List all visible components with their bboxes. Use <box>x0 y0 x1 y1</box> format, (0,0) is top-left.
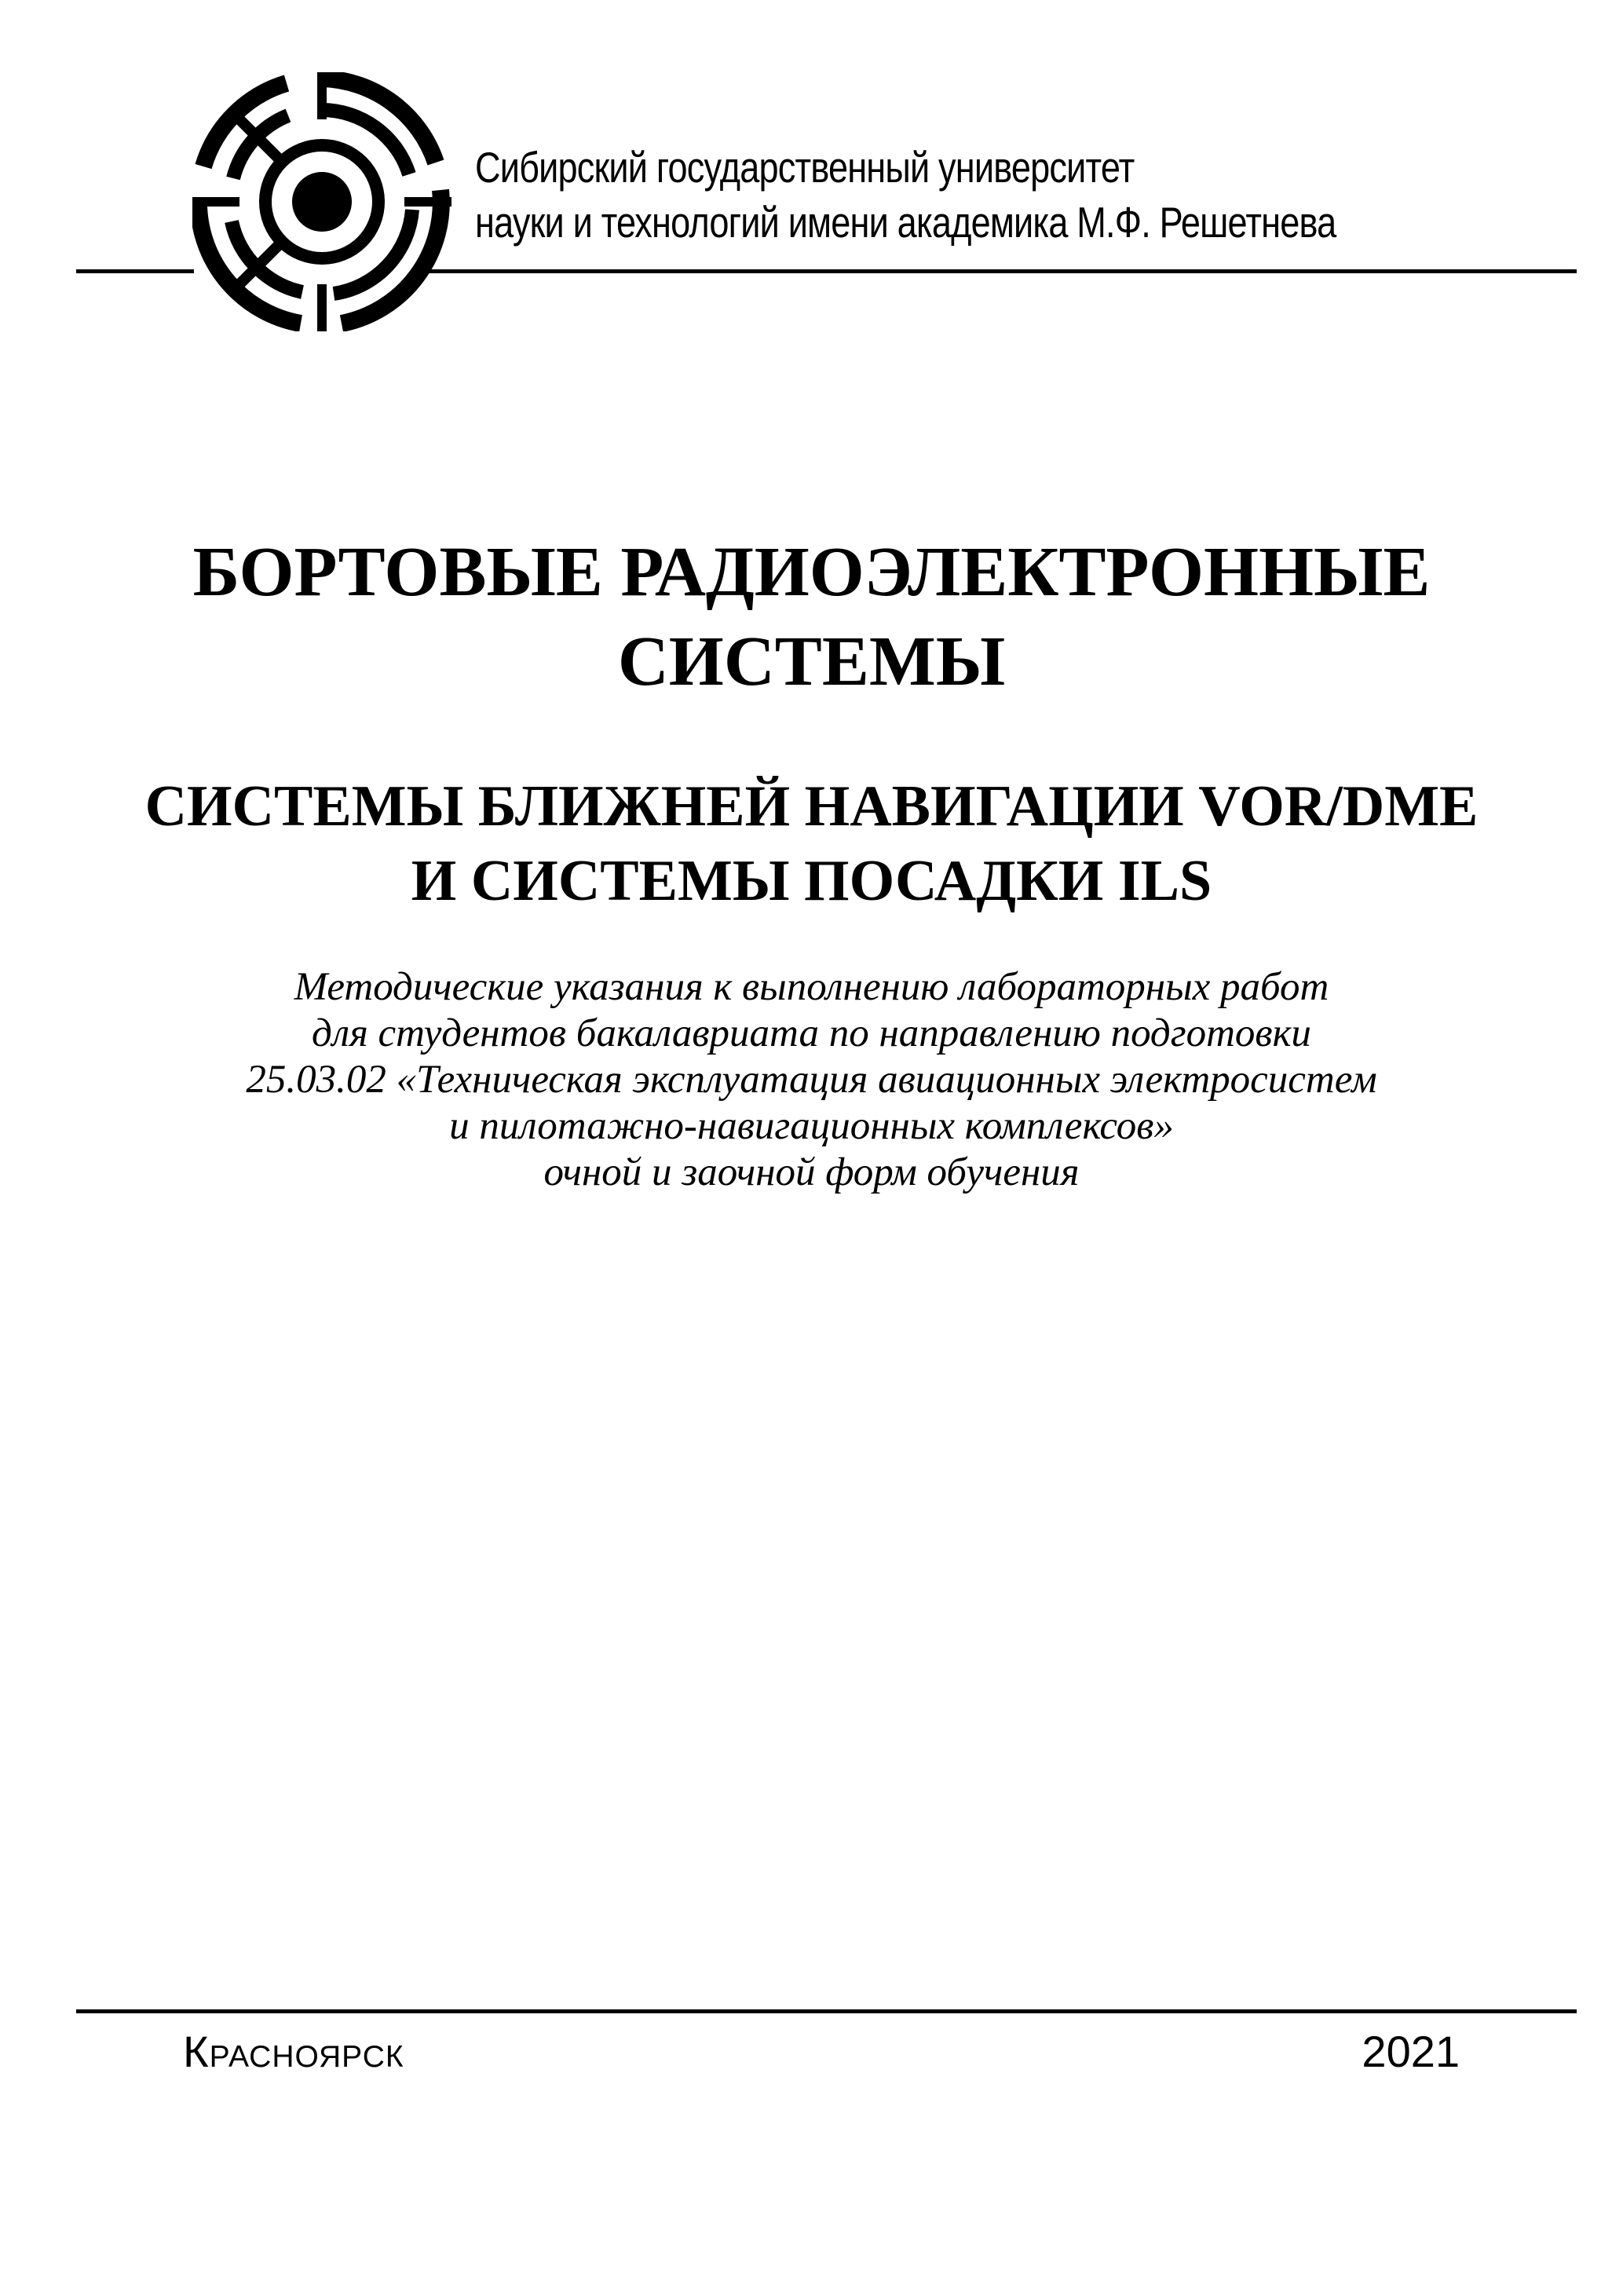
header-rule-left <box>76 269 194 273</box>
university-line-2: науки и технологий имени академика М.Ф. Решетнева <box>475 198 1336 247</box>
header-rule-right <box>422 269 1577 273</box>
subtitle <box>0 770 1623 919</box>
university-name <box>475 140 1376 250</box>
publication-year: 2021 <box>1362 2027 1460 2076</box>
subtitle-line-1: СИСТЕМЫ БЛИЖНЕЙ НАВИГАЦИИ VOR/DME <box>144 774 1479 839</box>
description-line-5: очной и заочной форм обучения <box>543 1150 1080 1194</box>
footer-rule <box>76 2009 1577 2013</box>
description-line-3: 25.03.02 «Техническая эксплуатация авиационных электросистем <box>246 1058 1377 1102</box>
main-title-line-1: БОРТОВЫЕ РАДИОЭЛЕКТРОННЫЕ <box>192 533 1431 611</box>
description <box>0 964 1623 1196</box>
publication-city: Красноярск <box>183 2027 404 2076</box>
subtitle-line-2: И СИСТЕМЫ ПОСАДКИ ILS <box>411 849 1212 913</box>
university-emblem-icon <box>192 72 451 331</box>
main-title-line-2: СИСТЕМЫ <box>617 623 1006 700</box>
description-line-2: для студентов бакалавриата по направлению подготовки <box>312 1011 1311 1055</box>
main-title <box>0 528 1623 707</box>
university-line-1: Сибирский государственный университет <box>475 143 1135 192</box>
description-line-1: Методические указания к выполнению лабораторных работ <box>294 965 1329 1009</box>
description-line-4: и пилотажно-навигационных комплексов» <box>449 1104 1174 1148</box>
